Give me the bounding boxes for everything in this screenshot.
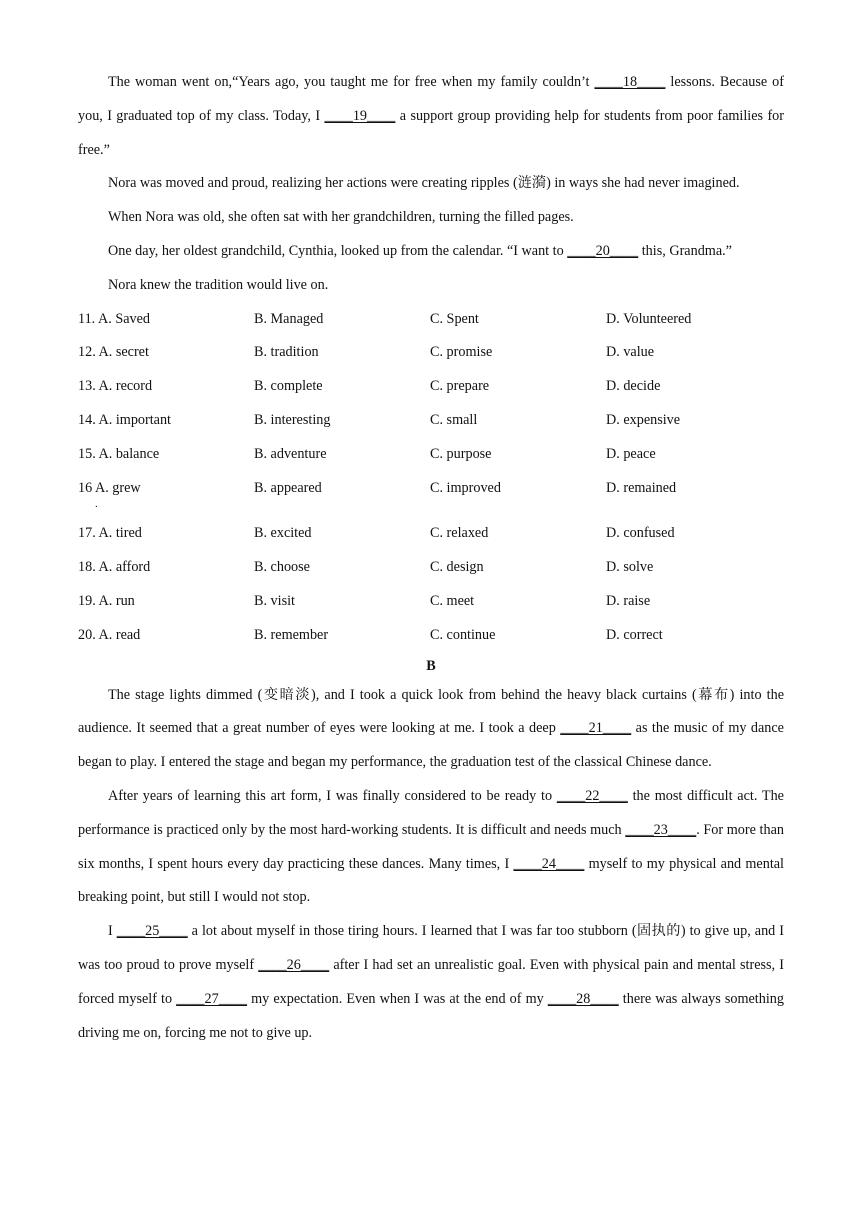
option-c: C. improved (430, 479, 501, 496)
answer-blank: ____24____ (513, 855, 585, 872)
option-d: D. peace (606, 445, 656, 462)
option-a-text: A. balance (98, 445, 160, 462)
option-d: D. correct (606, 626, 663, 643)
option-a (78, 585, 254, 619)
paragraph-text: lessons. Because of you, I graduated top of my class. Today, I (78, 74, 784, 124)
answer-blank: ____23____ (625, 821, 697, 838)
paragraph-text: the most difficult act. The performance is practiced only by the most hard-working students. It is difficult and needs much (78, 787, 784, 838)
question-number: 12. (78, 344, 96, 361)
option-row (78, 472, 784, 518)
option-a-text: A. afford (98, 559, 151, 576)
option-a (78, 404, 254, 438)
exam-page (78, 66, 784, 1050)
paragraph (78, 235, 784, 269)
option-a (78, 517, 254, 551)
option-d: D. remained (606, 479, 677, 496)
question-number: 13. (78, 378, 96, 395)
paragraph-text: a lot about myself in those tiring hours. I learned that I was far too stubborn (固执的) to give up, and I was too proud to prove myself (78, 923, 784, 973)
option-a-text: A. tired (98, 525, 142, 542)
question-number: 14. (78, 411, 96, 428)
question-number: 17. (78, 525, 96, 542)
option-d: D. decide (606, 378, 661, 395)
paragraph-text: my expectation. Even when I was at the end of my (247, 990, 548, 1007)
option-row (78, 438, 784, 472)
option-a-text: A. record (98, 378, 153, 395)
option-b: B. excited (254, 525, 312, 542)
passage-a-tail (78, 66, 784, 303)
paragraph-text: I (108, 923, 117, 940)
option-a-text: A. Saved (97, 310, 150, 327)
option-a-text: A. secret (98, 344, 149, 361)
passage-b (78, 679, 784, 1051)
option-a-text: A. grew (94, 479, 141, 496)
paragraph (78, 269, 784, 303)
option-d: D. value (606, 344, 655, 361)
paragraph-text: myself to my physical and mental breaking point, but still I would not stop. (78, 855, 784, 906)
paragraph (78, 201, 784, 235)
paragraph-text: . For more than six months, I spent hours every day practicing these dances. Many times, I (78, 821, 784, 872)
option-row (78, 619, 784, 653)
paragraph-text: The woman went on,“Years ago, you taught me for free when my family couldn’t (108, 74, 595, 90)
option-c: C. prepare (430, 378, 490, 395)
paragraph (78, 679, 784, 780)
option-a (78, 438, 254, 472)
option-a-text: A. read (98, 626, 141, 643)
answer-blank: ____20____ (567, 242, 639, 259)
answer-blank: ____28____ (547, 990, 619, 1007)
option-d: D. expensive (606, 411, 681, 428)
question-number: 11. (78, 310, 96, 327)
answer-blank: ____22____ (556, 787, 628, 804)
paragraph-text: after I had set an unrealistic goal. Even with physical pain and mental stress, I forced myself to (78, 956, 784, 1007)
answer-blank: ____19____ (324, 107, 396, 124)
answer-blank: ____21____ (560, 720, 632, 737)
option-c: C. small (430, 411, 478, 428)
option-c: C. purpose (430, 445, 492, 462)
option-a (78, 619, 254, 653)
answer-blank: ____18____ (594, 74, 666, 90)
paragraph (78, 167, 784, 201)
option-c: C. Spent (430, 310, 479, 327)
paragraph-text: Nora was moved and proud, realizing her actions were creating ripples (涟漪) in ways she had never imagined. (108, 175, 740, 192)
option-row (78, 303, 784, 337)
question-number: 20. (78, 626, 96, 643)
option-a-text: A. important (98, 411, 172, 428)
answer-blank: ____27____ (176, 990, 248, 1007)
question-number: 16 (78, 479, 93, 496)
option-c: C. promise (430, 344, 493, 361)
option-b: B. appeared (254, 479, 322, 496)
option-d: D. solve (606, 559, 654, 576)
paragraph-text: a support group providing help for students from poor families for free.” (78, 107, 784, 158)
paragraph-text: The stage lights dimmed (变暗淡), and I took a quick look from behind the heavy black curtains (幕布) into the audience. It seemed that a great number of eyes were looking at me. I took a deep (78, 686, 784, 737)
option-c: C. meet (430, 592, 475, 609)
option-b: B. choose (254, 559, 310, 576)
question-number: 19. (78, 592, 96, 609)
paragraph (78, 780, 784, 915)
option-b: B. visit (254, 592, 295, 609)
answer-blank: ____25____ (116, 923, 188, 940)
option-c: C. relaxed (430, 525, 489, 542)
option-b: B. adventure (254, 445, 327, 462)
option-d: D. confused (606, 525, 675, 542)
option-row (78, 585, 784, 619)
paragraph (78, 66, 784, 167)
section-b-title: B (426, 657, 436, 674)
option-b: B. complete (254, 378, 323, 395)
option-d: D. Volunteered (606, 310, 692, 327)
option-d: D. raise (606, 592, 651, 609)
question-number: 18. (78, 559, 96, 576)
option-row (78, 551, 784, 585)
paragraph-text: Nora knew the tradition would live on. (108, 276, 329, 293)
option-a (78, 336, 254, 370)
option-c: C. design (430, 559, 484, 576)
option-row (78, 370, 784, 404)
answer-blank: ____26____ (258, 956, 330, 973)
option-b: B. remember (254, 626, 329, 643)
option-a-text: A. run (98, 592, 135, 609)
question-number: 15. (78, 445, 96, 462)
paragraph-text: One day, her oldest grandchild, Cynthia, looked up from the calendar. “I want to (108, 242, 568, 259)
answer-options-list (78, 303, 784, 653)
option-b: B. Managed (254, 310, 324, 327)
option-row (78, 336, 784, 370)
option-row (78, 517, 784, 551)
option-a (78, 303, 254, 337)
stray-dot-mark: . (95, 497, 98, 510)
paragraph-text: When Nora was old, she often sat with her grandchildren, turning the filled pages. (108, 209, 574, 226)
option-a (78, 551, 254, 585)
option-a (78, 472, 254, 518)
option-b: B. interesting (254, 411, 331, 428)
paragraph-text: After years of learning this art form, I was finally considered to be ready to (108, 787, 557, 804)
option-c: C. continue (430, 626, 496, 643)
paragraph-text: there was always something driving me on, forcing me not to give up. (78, 990, 784, 1041)
option-row (78, 404, 784, 438)
option-b: B. tradition (254, 344, 319, 361)
option-a (78, 370, 254, 404)
paragraph (78, 915, 784, 1050)
paragraph-text: this, Grandma.” (638, 242, 732, 259)
paragraph-text: as the music of my dance began to play. I entered the stage and began my performance, the graduation test of the classical Chinese dance. (78, 720, 784, 771)
